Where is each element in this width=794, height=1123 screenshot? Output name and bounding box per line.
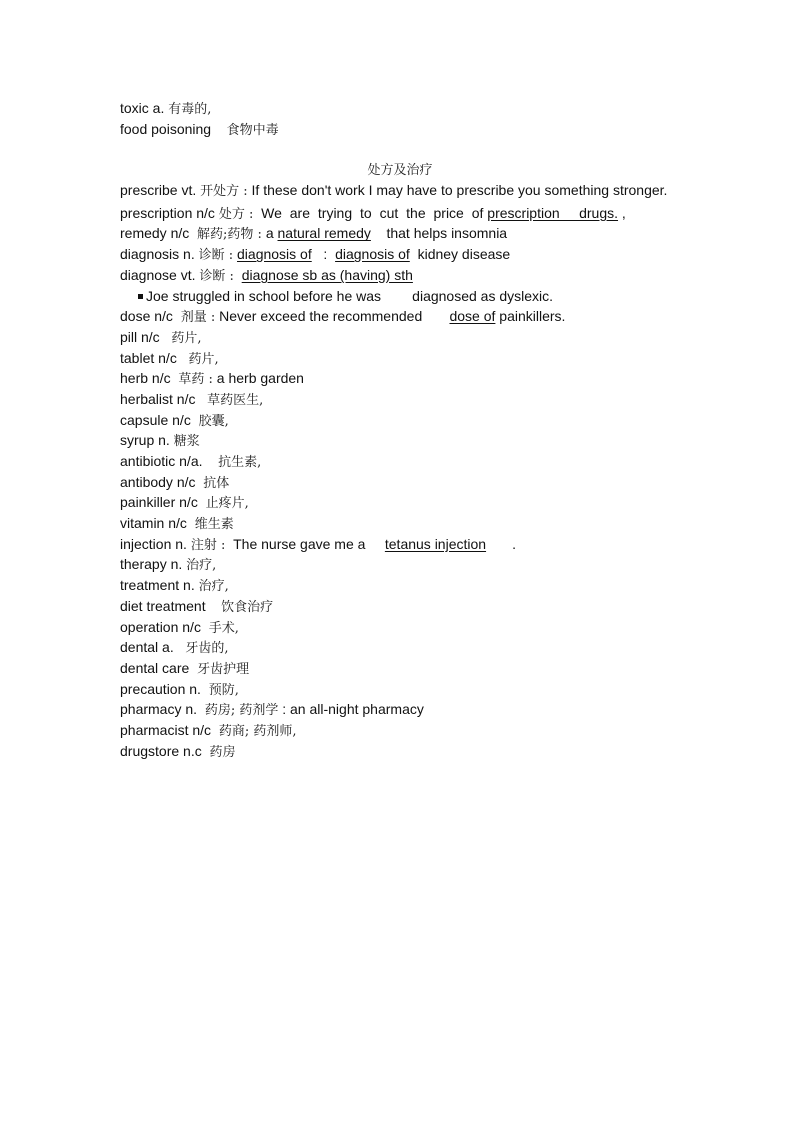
term: syrup n. [120,432,170,449]
translation: 牙齿的, [185,641,229,657]
term: precaution n. [120,680,201,697]
translation: 有毒的, [168,102,212,117]
example-pre: Never exceed the recommended [219,308,423,325]
entry-diet-treatment [120,596,680,617]
translation: 预防, [208,682,239,698]
underlined-phrase: diagnosis of [335,246,410,263]
example-post: that helps insomnia [386,225,508,242]
term: tablet n/c [120,349,177,366]
term: operation n/c [120,618,201,635]
translation: 胶囊, [198,413,229,429]
entry-antibiotic [120,451,680,472]
entry-diagnose [120,265,680,286]
underlined-phrase: natural remedy [277,225,371,242]
entry-pharmacy [120,699,680,720]
entry-therapy [120,554,680,575]
term: food poisoning [120,120,212,137]
heading-text: 处方及治疗 [367,163,433,179]
term: dental care [120,659,190,676]
entry-dental-care [120,658,680,679]
entry-injection [120,534,680,555]
translation: 饮食治疗 [221,599,274,615]
term: antibiotic n/a. [120,453,203,470]
translation: 维生素 [194,517,234,533]
example: We are trying to cut the price of [261,204,484,221]
entry-pill [120,327,680,348]
term: injection n. [120,535,187,552]
translation: 药片, [171,330,202,346]
translation: 止疼片, [205,496,249,512]
translation: 解药;药物 : [197,227,262,243]
entry-tablet [120,348,680,369]
translation: 开处方 : [200,184,248,200]
example-post: kidney disease [417,246,511,263]
example: a herb garden [216,370,304,387]
example-post: painkillers. [499,308,566,325]
separator: : [323,246,328,263]
translation: 治疗, [186,558,217,574]
translation: 诊断 : [198,248,234,264]
term: painkiller n/c [120,494,198,511]
term: toxic a. [120,100,165,116]
translation: 抗体 [203,475,230,491]
punct: . [512,535,516,552]
term: prescribe vt. [120,182,197,199]
translation: 草药医生, [207,392,264,408]
entry-herbalist [120,389,680,410]
translation: 剂量 : [180,310,216,326]
entry-syrup [120,430,680,451]
underlined-phrase: diagnose sb as (having) sth [241,266,413,283]
translation: 食物中毒 [226,122,279,138]
entry-prescribe [120,180,680,203]
translation: 注射 : [190,537,226,553]
example-sentence-joe [120,286,680,307]
sentence-part: diagnosed as dyslexic. [412,287,554,304]
term: diagnose vt. [120,266,196,283]
entry-antibody [120,472,680,493]
term: herbalist n/c [120,390,196,407]
translation: 牙齿护理 [197,661,250,677]
entry-remedy [120,223,680,244]
entry-drugstore [120,741,680,762]
term: remedy n/c [120,225,190,242]
translation: 药房 [209,744,236,760]
term: prescription n/c [120,204,215,221]
term: pharmacist n/c [120,721,212,738]
translation: 草药 : [178,372,213,388]
entry-painkiller [120,492,680,513]
example-pre: The nurse gave me a [233,535,366,552]
translation: 诊断 : [199,268,234,284]
term: pharmacy n. [120,701,198,718]
entry-dose [120,306,680,327]
entry-dental [120,637,680,658]
entry-diagnosis [120,244,680,265]
translation: 药片, [188,351,219,367]
translation: 药商; 药剂师, [218,723,297,739]
example-pre: a [265,225,274,242]
entry-pharmacist [120,720,680,741]
entry-prescription [120,203,680,224]
underlined-phrase: tetanus injection [384,535,487,552]
entry-treatment [120,575,680,596]
translation: 药房; 药剂学 [204,703,279,719]
punct: , [621,204,626,221]
entry-vitamin [120,513,680,534]
example: If these don't work I may have to prescribe you something stronger. [251,182,668,199]
entry-precaution [120,679,680,700]
term: diagnosis n. [120,246,195,263]
term: herb n/c [120,370,171,387]
term: vitamin n/c [120,515,187,532]
sentence-part: Joe struggled in school before he was [146,287,382,304]
translation: 治疗, [198,579,229,595]
entry-operation [120,617,680,638]
entry-herb [120,368,680,389]
bullet-icon [138,294,143,299]
term: antibody n/c [120,473,196,490]
term: dental a. [120,639,174,656]
translation: 处方 : [218,206,254,222]
term: therapy n. [120,556,183,573]
entry-toxic [120,98,680,119]
entry-food-poisoning [120,119,680,140]
underlined-phrase: diagnosis of [237,246,312,263]
section-heading [120,159,680,180]
underlined-phrase: prescription drugs. [487,204,619,221]
term: pill n/c [120,328,160,345]
term: dose n/c [120,308,173,325]
term: drugstore n.c [120,742,202,759]
term: capsule n/c [120,411,191,428]
translation: 糖浆 [173,434,200,450]
document-page [120,98,680,761]
translation: 抗生素, [218,455,262,471]
term: treatment n. [120,577,195,594]
underlined-phrase: dose of [449,308,496,325]
example: : an all-night pharmacy [282,701,424,718]
entry-capsule [120,410,680,431]
term: diet treatment [120,597,206,614]
translation: 手术, [208,620,239,636]
